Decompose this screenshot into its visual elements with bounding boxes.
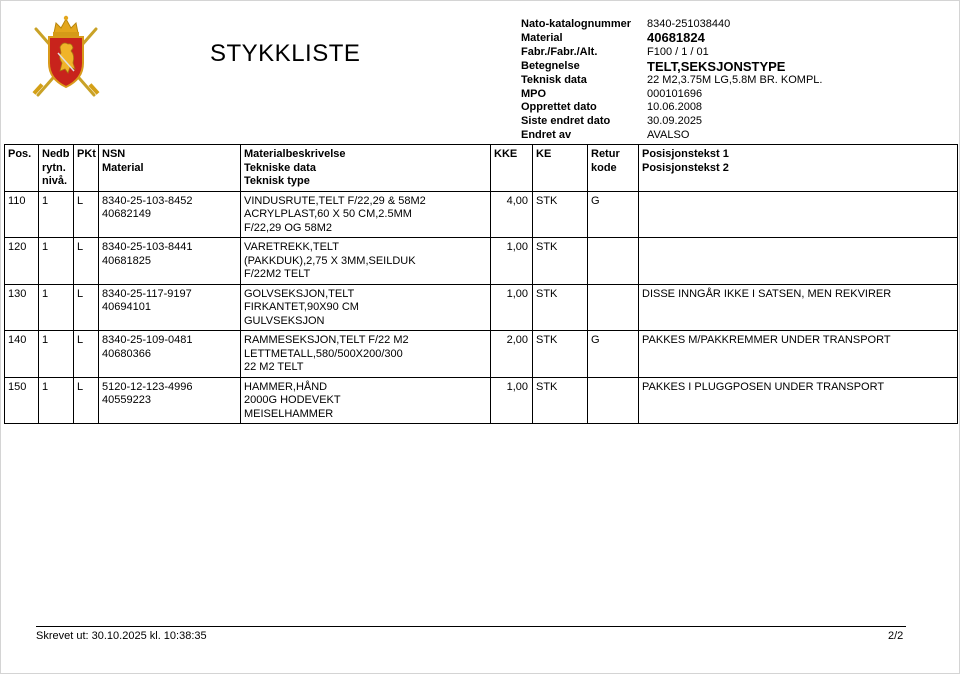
parts-table <box>4 144 958 424</box>
meta-value: 30.09.2025 <box>647 114 703 127</box>
meta-value: TELT,SEKSJONSTYPE <box>647 58 786 74</box>
nsn-value: 8340-25-117-9197 <box>102 287 192 300</box>
cell-description: GOLVSEKSJON,TELT FIRKANTET,90X90 CM GULVSEKSJON <box>241 284 491 331</box>
cell-pos: 110 <box>5 191 39 238</box>
cell-kke: 1,00 <box>491 284 533 331</box>
table-row <box>5 191 958 238</box>
cell-pos: 150 <box>5 377 39 424</box>
printed-timestamp: Skrevet ut: 30.10.2025 kl. 10:38:35 <box>36 630 207 642</box>
cell-posisjon: DISSE INNGÅR IKKE I SATSEN, MEN REKVIRER <box>639 284 958 331</box>
meta-value: 22 M2,3.75M LG,5.8M BR. KOMPL. <box>647 74 823 87</box>
col-header-pkt: PKt <box>74 145 99 192</box>
col-header-description: Materialbeskrivelse Tekniske data Teknisk type <box>241 145 491 192</box>
cell-posisjon: PAKKES M/PAKKREMMER UNDER TRANSPORT <box>639 331 958 378</box>
cell-description: VINDUSRUTE,TELT F/22,29 & 58M2 ACRYLPLAST,60 X 50 CM,2.5MM F/22,29 OG 58M2 <box>241 191 491 238</box>
col-header-pos: Pos. <box>5 145 39 192</box>
table-header-row <box>5 145 958 192</box>
cell-kke: 1,00 <box>491 238 533 285</box>
col-header-kke: KKE <box>491 145 533 192</box>
meta-row-betegnelse <box>521 59 822 74</box>
cell-nedb: 1 <box>39 284 74 331</box>
meta-row-mpo <box>521 87 822 101</box>
cell-pos: 140 <box>5 331 39 378</box>
table-row <box>5 331 958 378</box>
cell-pos: 130 <box>5 284 39 331</box>
nsn-value: 8340-25-109-0481 <box>102 334 193 346</box>
cell-pkt: L <box>74 238 99 285</box>
cell-nsn <box>99 284 241 331</box>
cell-description: RAMMESEKSJON,TELT F/22 M2 LETTMETALL,580/500X200/300 22 M2 TELT <box>241 331 491 378</box>
cell-nedb: 1 <box>39 331 74 378</box>
table-row <box>5 238 958 285</box>
table-row <box>5 377 958 424</box>
meta-row-fabr <box>521 45 822 59</box>
cell-retur: G <box>588 331 639 378</box>
material-value: 40694101 <box>102 301 151 313</box>
cell-retur <box>588 377 639 424</box>
cell-retur <box>588 284 639 331</box>
meta-label: Siste endret dato <box>521 114 611 127</box>
cell-nsn <box>99 331 241 378</box>
cell-nsn <box>99 238 241 285</box>
cell-ke: STK <box>533 284 588 331</box>
meta-row-nato <box>521 17 822 31</box>
nsn-value: 8340-25-103-8441 <box>102 241 193 253</box>
material-metadata <box>521 17 822 141</box>
cell-nsn <box>99 377 241 424</box>
cell-nedb: 1 <box>39 191 74 238</box>
cell-nedb: 1 <box>39 377 74 424</box>
meta-value: 40681824 <box>647 30 705 46</box>
cell-pkt: L <box>74 191 99 238</box>
cell-description: HAMMER,HÅND 2000G HODEVEKT MEISELHAMMER <box>241 377 491 424</box>
meta-row-opprettet <box>521 101 822 115</box>
cell-ke: STK <box>533 331 588 378</box>
cell-ke: STK <box>533 377 588 424</box>
cell-kke: 2,00 <box>491 331 533 378</box>
meta-label: Fabr./Fabr./Alt. <box>521 45 598 58</box>
cell-kke: 1,00 <box>491 377 533 424</box>
cell-nedb: 1 <box>39 238 74 285</box>
royal-coat-of-arms-icon <box>30 13 102 99</box>
meta-value: F100 / 1 / 01 <box>647 45 709 58</box>
col-header-ke: KE <box>533 145 588 192</box>
meta-row-teknisk <box>521 73 822 87</box>
cell-pkt: L <box>74 284 99 331</box>
material-value: 40682149 <box>102 208 151 220</box>
nsn-value: 8340-25-103-8452 <box>102 194 193 207</box>
col-header-nedb: Nedb rytn. nivå. <box>39 145 74 192</box>
cell-posisjon: PAKKES I PLUGGPOSEN UNDER TRANSPORT <box>639 377 958 424</box>
meta-row-material <box>521 31 822 46</box>
cell-retur <box>588 238 639 285</box>
cell-description: VARETREKK,TELT (PAKKDUK),2,75 X 3MM,SEILDUK F/22M2 TELT <box>241 238 491 285</box>
meta-label: Endret av <box>521 128 572 141</box>
meta-row-endret-av <box>521 128 822 142</box>
cell-ke: STK <box>533 191 588 238</box>
cell-kke: 4,00 <box>491 191 533 238</box>
material-value: 40681825 <box>102 254 151 267</box>
meta-value: AVALSO <box>647 128 690 141</box>
cell-ke: STK <box>533 238 588 285</box>
col-header-nsn: NSN Material <box>99 145 241 192</box>
nsn-value: 5120-12-123-4996 <box>102 380 193 393</box>
col-header-retur: Retur kode <box>588 145 639 192</box>
document-title: STYKKLISTE <box>210 40 361 67</box>
cell-posisjon <box>639 191 958 238</box>
meta-label: Nato-katalognummer <box>521 17 632 30</box>
meta-label: MPO <box>521 87 547 100</box>
meta-label: Opprettet dato <box>521 101 597 114</box>
footer-divider <box>36 626 906 627</box>
meta-row-siste-endret <box>521 114 822 128</box>
cell-pkt: L <box>74 377 99 424</box>
cell-pkt: L <box>74 331 99 378</box>
col-header-posisjon: Posisjonstekst 1 Posisjonstekst 2 <box>639 145 958 192</box>
meta-value: 8340-251038440 <box>647 17 731 30</box>
material-value: 40559223 <box>102 394 151 406</box>
page-number: 2/2 <box>888 630 904 642</box>
meta-label: Material <box>521 31 563 44</box>
meta-label: Teknisk data <box>521 74 587 87</box>
meta-label: Betegnelse <box>521 60 580 73</box>
meta-value: 000101696 <box>647 87 703 100</box>
meta-value: 10.06.2008 <box>647 101 703 114</box>
cell-retur: G <box>588 191 639 238</box>
cell-pos: 120 <box>5 238 39 285</box>
cell-posisjon <box>639 238 958 285</box>
cell-nsn <box>99 191 241 238</box>
material-value: 40680366 <box>102 347 151 360</box>
table-row <box>5 284 958 331</box>
